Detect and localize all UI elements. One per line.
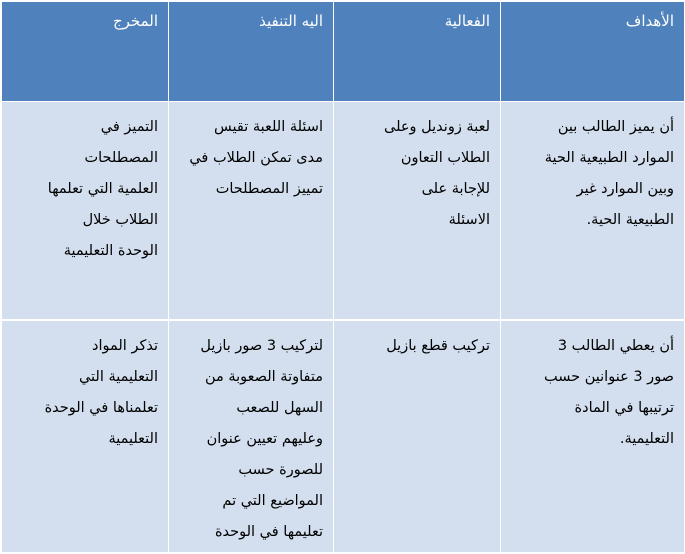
table-header-row — [2, 2, 685, 102]
table-cell — [169, 102, 334, 320]
table-cell — [334, 102, 501, 320]
table-cell — [501, 320, 685, 553]
header-output: المخرج — [2, 2, 169, 102]
cell-text: اسئلة اللعبة تقيس مدى تمكن الطلاب في تمييز المصطلحات — [189, 119, 323, 197]
table-cell — [2, 320, 169, 553]
cell-text: التميز في المصطلحات العلمية التي تعلمها الطلاب خلال الوحدة التعليمية — [47, 119, 158, 259]
cell-text: أن يميز الطالب بين الموارد الطبيعية الحية وبين الموارد غير الطبيعية الحية. — [544, 119, 674, 228]
table-cell — [334, 320, 501, 553]
cell-text: لتركيب 3 صور بازيل متفاوتة الصعوبة من السهل للصعب وعليهم تعيين عنوان للصورة حسب المواضيع التي تم تعليمها في الوحدة — [200, 337, 323, 540]
cell-text: تذكر المواد التعليمية التي تعلمناها في الوحدة التعليمية — [44, 337, 158, 447]
header-objectives: الأهداف — [501, 2, 685, 102]
table-cell — [169, 320, 334, 553]
cell-text: أن يعطي الطالب 3 صور 3 عنوانين حسب ترتيبها في المادة التعليمية. — [543, 337, 674, 447]
cell-text: لعبة زونديل وعلى الطلاب التعاون للإجابة على الاسئلة — [384, 119, 490, 228]
table-row — [2, 102, 685, 320]
header-implementation: اليه التنفيذ — [169, 2, 334, 102]
table-row — [2, 320, 685, 553]
table-cell — [2, 102, 169, 320]
objectives-table — [1, 1, 685, 553]
header-activity: الفعالية — [334, 2, 501, 102]
table-cell — [501, 102, 685, 320]
cell-text: تركيب قطع بازيل — [386, 337, 490, 354]
